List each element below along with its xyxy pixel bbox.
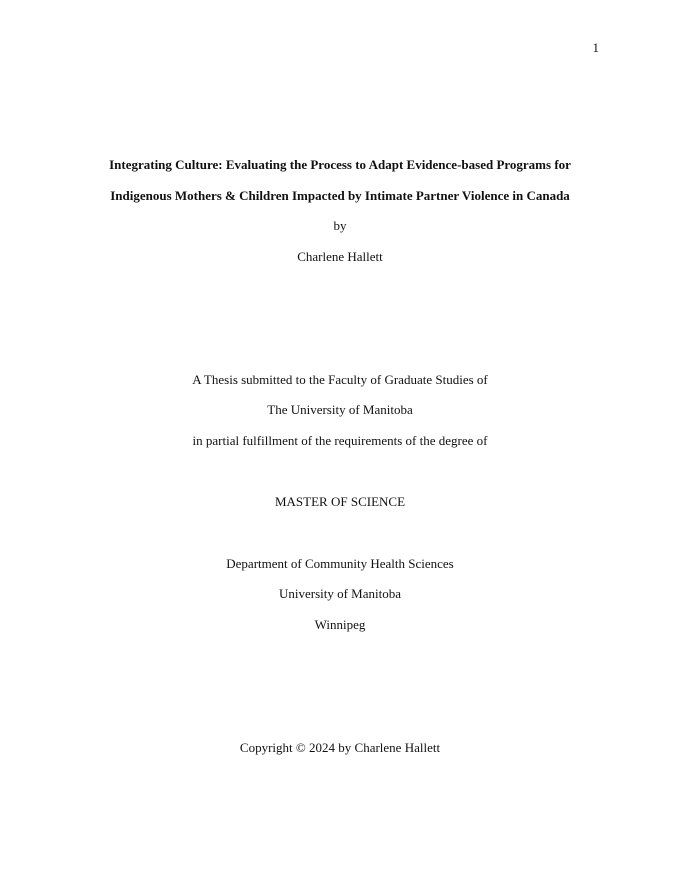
- page-number: 1: [592, 40, 599, 55]
- by-label: by: [333, 218, 347, 233]
- submission-line-1: A Thesis submitted to the Faculty of Graduate Studies of: [192, 372, 488, 387]
- title-line-1: Integrating Culture: Evaluating the Process to Adapt Evidence-based Programs for: [109, 157, 571, 172]
- copyright-notice: Copyright © 2024 by Charlene Hallett: [239, 740, 441, 755]
- submission-line-3: in partial fulfillment of the requirements of the degree of: [192, 433, 488, 448]
- author-name: Charlene Hallett: [297, 249, 383, 264]
- degree-name: MASTER OF SCIENCE: [274, 494, 406, 509]
- title-line-2: Indigenous Mothers & Children Impacted by Intimate Partner Violence in Canada: [110, 188, 570, 203]
- city-name: Winnipeg: [314, 617, 366, 632]
- university-name: University of Manitoba: [278, 586, 402, 601]
- submission-line-2: The University of Manitoba: [267, 402, 413, 417]
- department-name: Department of Community Health Sciences: [226, 556, 454, 571]
